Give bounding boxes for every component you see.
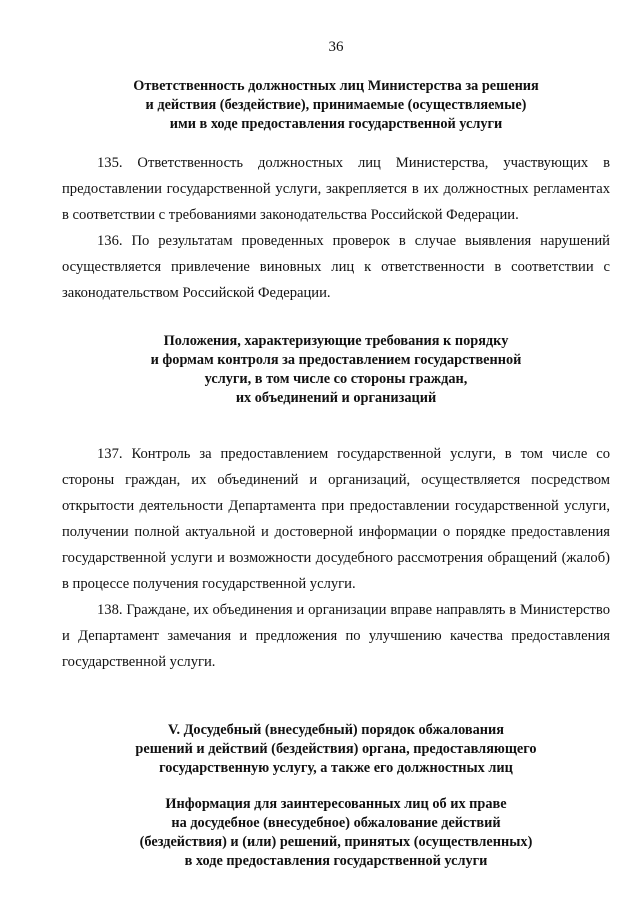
page-number: 36 [328, 39, 344, 55]
paragraph-138: 138. Граждане, их объединения и организации вправе направлять в Министерство и Департамент замечания и предложения по улучшению качества предоставления государственной услуги. [62, 602, 610, 670]
section-heading-control [62, 332, 610, 408]
heading-line: Ответственность должностных лиц Министерства за решения [133, 78, 539, 94]
document-page [62, 36, 610, 871]
heading-line: на досудебное (внесудебное) обжалование действий [171, 815, 501, 831]
heading-line: услуги, в том числе со стороны граждан, [204, 371, 468, 387]
heading-line: ими в ходе предоставления государственной услуги [169, 116, 503, 132]
heading-line: V. Досудебный (внесудебный) порядок обжалования [167, 722, 505, 738]
section-heading-appeal-info [62, 795, 610, 871]
heading-line: государственную услугу, а также его должностных лиц [159, 760, 513, 776]
heading-line: в ходе предоставления государственной услуги [184, 853, 488, 869]
paragraph-136: 136. По результатам проведенных проверок в случае выявления нарушений осуществляется привлечение виновных лиц к ответственности в соответствии с законодательством Российской Федерации. [62, 233, 610, 301]
section-heading-responsibility [62, 77, 610, 134]
heading-line: (бездействия) и (или) решений, принятых (осуществленных) [139, 834, 533, 850]
paragraph-137: 137. Контроль за предоставлением государственной услуги, в том числе со стороны граждан, их объединений и организаций, осуществляется посредством открытости деятельности Департамента при предоставлении государственной услуги, получении полной актуальной и достоверной информации о порядке предоставления государственной услуги и возможности досудебного рассмотрения обращений (жалоб) в процессе получения государственной услуги. [62, 446, 610, 592]
chapter-heading-v [62, 721, 610, 778]
heading-line: Положения, характеризующие требования к порядку [163, 333, 509, 349]
paragraph-135: 135. Ответственность должностных лиц Министерства, участвующих в предоставлении государственной услуги, закрепляется в их должностных регламентах в соответствии с требованиями законодательства Российской Федерации. [62, 155, 610, 223]
heading-line: и действия (бездействие), принимаемые (осуществляемые) [145, 97, 527, 113]
heading-line: Информация для заинтересованных лиц об их праве [165, 796, 507, 812]
heading-line: решений и действий (бездействия) органа, предоставляющего [135, 741, 537, 757]
heading-line: и формам контроля за предоставлением государственной [150, 352, 522, 368]
heading-line: их объединений и организаций [235, 390, 437, 406]
